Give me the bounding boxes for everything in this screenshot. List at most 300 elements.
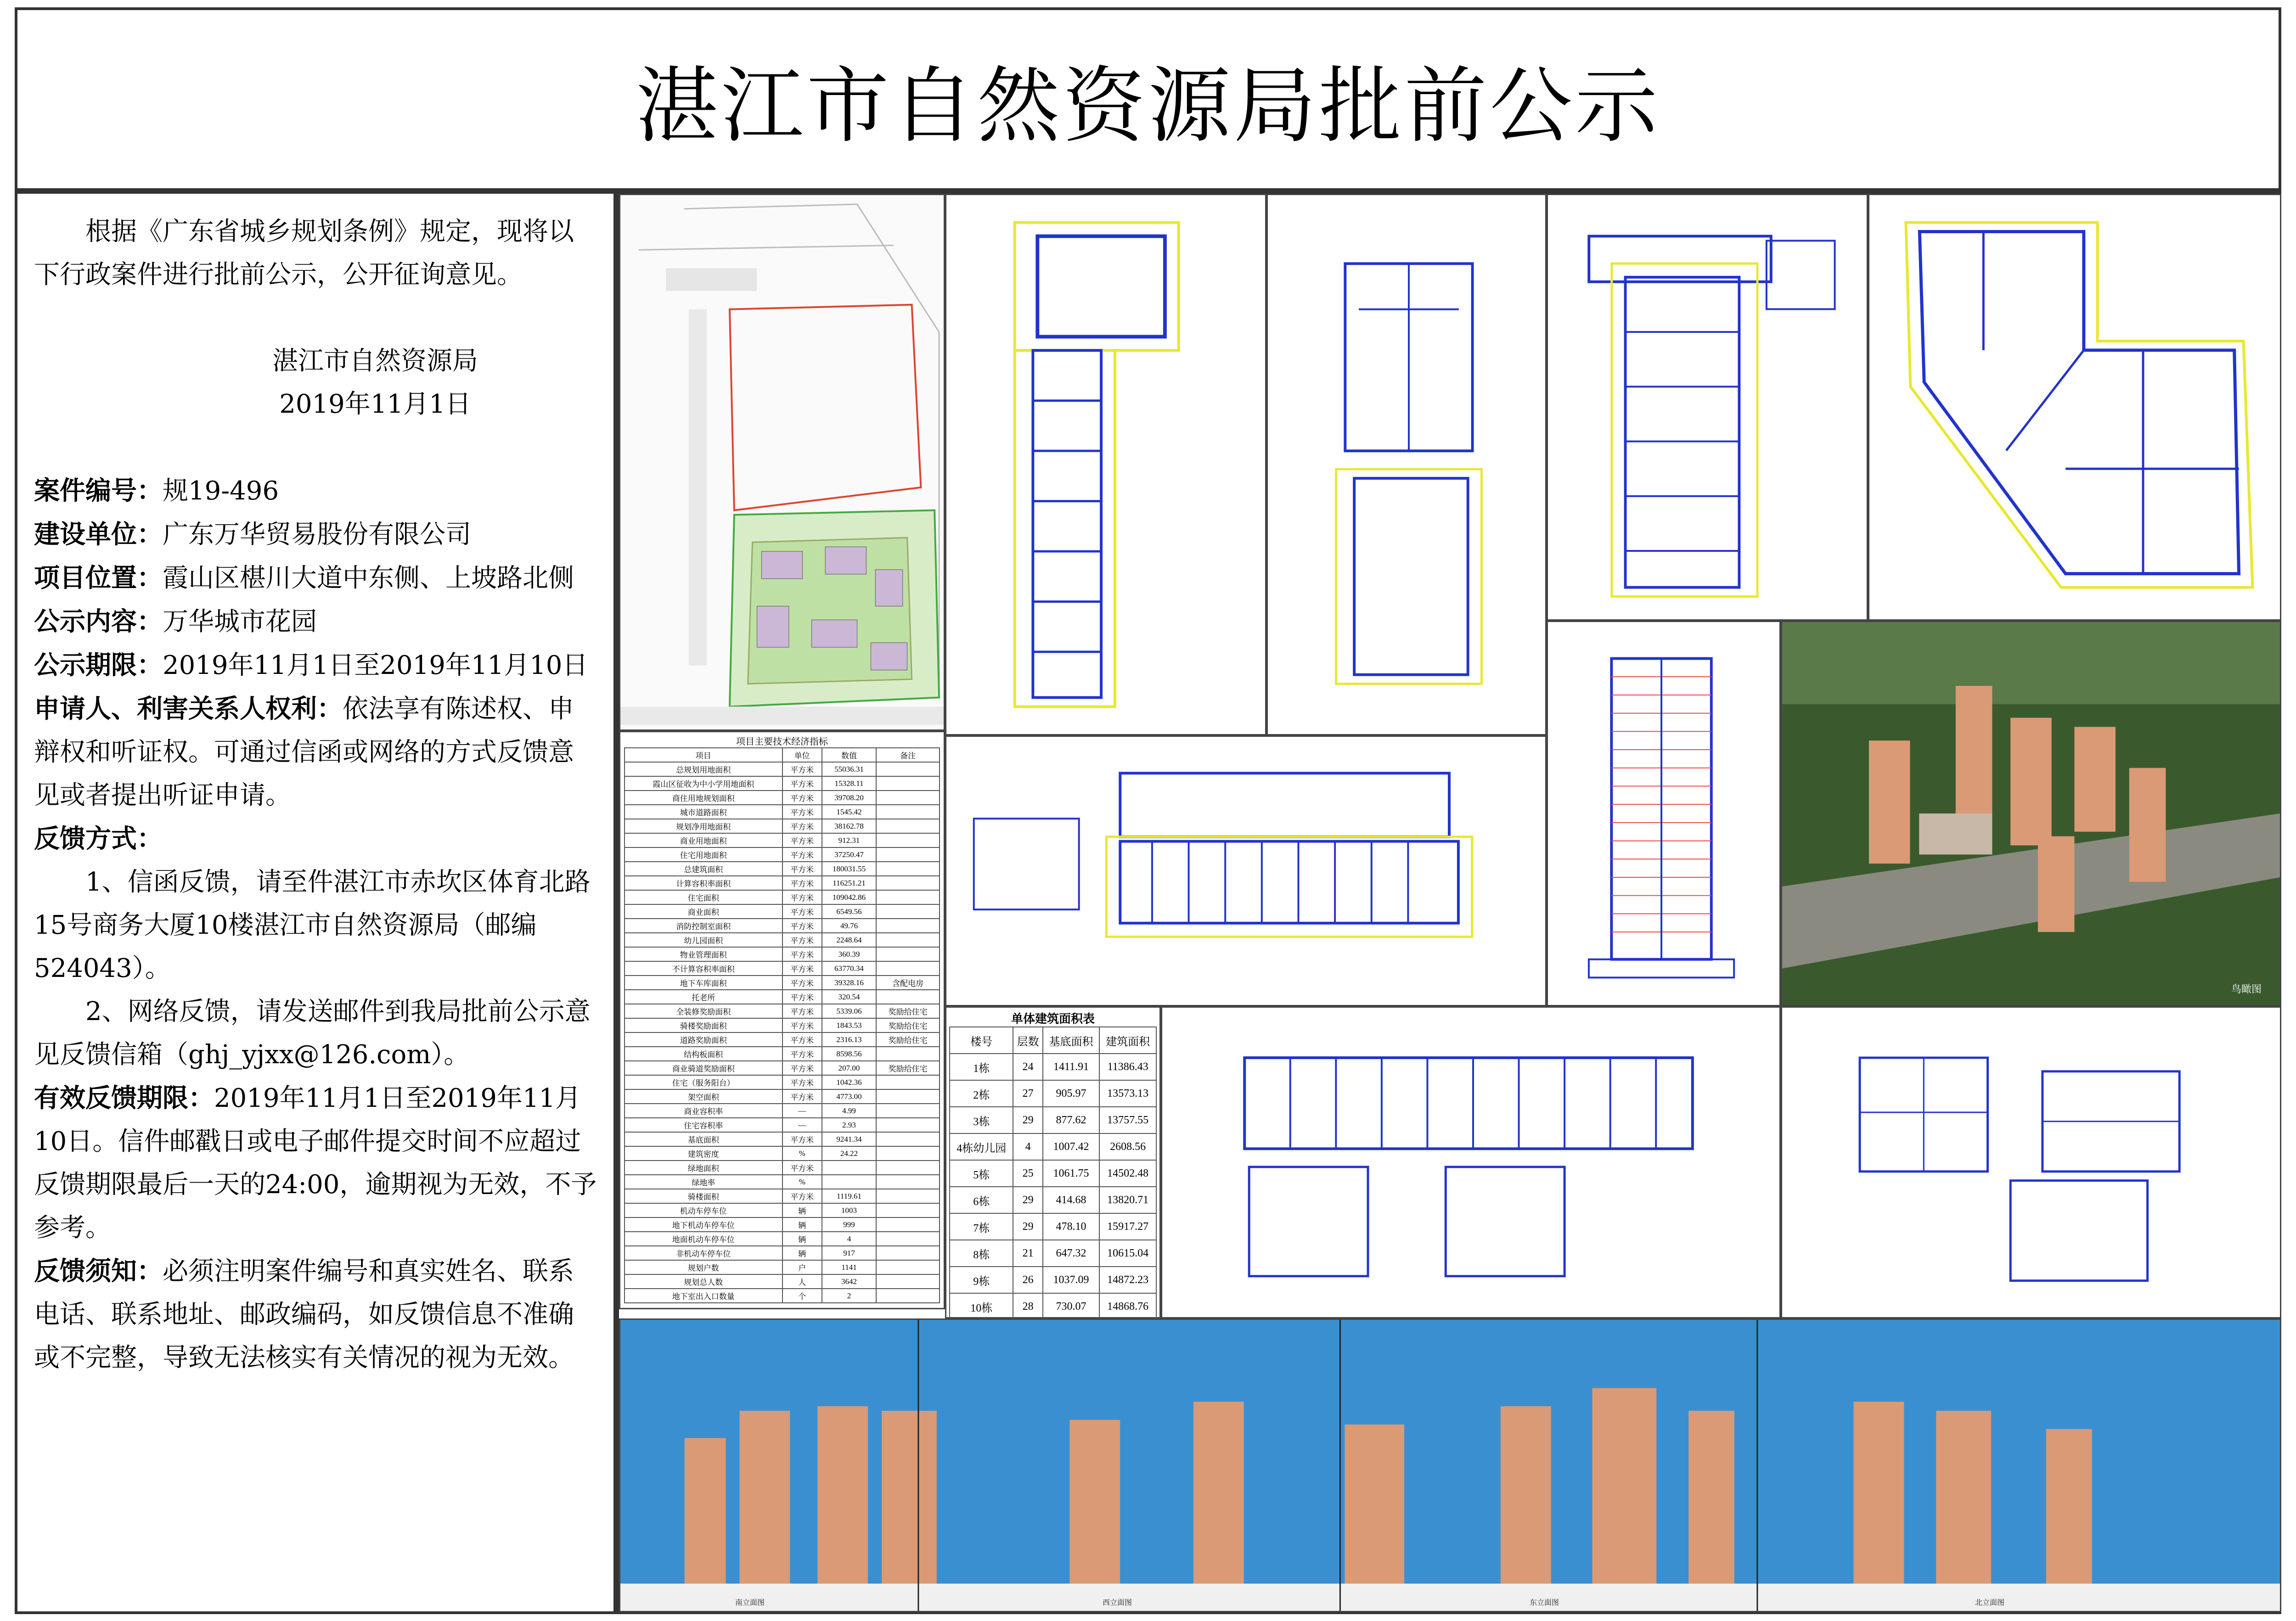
table-cell: 平方米	[782, 819, 822, 833]
tech-table-header	[625, 748, 940, 762]
table-cell	[876, 776, 940, 791]
table-row	[625, 1289, 940, 1303]
table-cell	[876, 833, 940, 847]
table-cell: 物业管理面积	[625, 947, 782, 961]
unit-table-header-cell: 建筑面积	[1099, 1027, 1156, 1054]
table-row	[625, 791, 940, 805]
table-cell: 917	[822, 1246, 876, 1260]
site-plan-drawing	[620, 195, 944, 729]
table-cell: 2248.64	[822, 933, 876, 947]
table-cell: 4	[1013, 1133, 1042, 1160]
table-cell: 63770.34	[822, 961, 876, 976]
table-cell: 地下室出入口数量	[625, 1289, 782, 1303]
table-cell: 城市道路面积	[625, 805, 782, 819]
table-cell: 奖励给住宅	[876, 1032, 940, 1047]
table-cell: 360.39	[822, 947, 876, 961]
table-cell: 3栋	[950, 1107, 1013, 1133]
table-cell: 平方米	[782, 791, 822, 805]
case-number-label: 案件编号：	[34, 476, 163, 506]
table-cell: 基底面积	[625, 1132, 782, 1146]
table-cell: 骑楼奖励面积	[625, 1018, 782, 1032]
table-cell: 辆	[782, 1246, 822, 1260]
table-cell: 21	[1013, 1240, 1042, 1267]
table-cell: 全装修奖励面积	[625, 1004, 782, 1018]
table-cell: 平方米	[782, 1018, 822, 1032]
table-cell: 29	[1013, 1187, 1042, 1213]
table-cell: 消防控制室面积	[625, 919, 782, 933]
content	[34, 600, 597, 644]
notes-label: 反馈须知：	[34, 1256, 163, 1286]
table-cell: 207.00	[822, 1061, 876, 1075]
table-row	[625, 762, 940, 776]
table-row	[625, 1246, 940, 1260]
table-cell: 49.76	[822, 919, 876, 933]
notice-issuer: 湛江市自然资源局	[272, 346, 478, 376]
unit-table-header-cell: 楼号	[950, 1027, 1013, 1054]
table-cell: 180031.55	[822, 862, 876, 876]
table-cell: 25	[1013, 1160, 1042, 1187]
table-row	[625, 776, 940, 791]
table-row	[625, 876, 940, 890]
table-cell: 道路奖励面积	[625, 1032, 782, 1047]
table-cell: 39328.16	[822, 976, 876, 990]
table-cell	[876, 1274, 940, 1289]
table-cell: 地下机动车停车位	[625, 1217, 782, 1232]
table-cell: 1037.09	[1043, 1267, 1100, 1293]
location	[34, 556, 597, 600]
table-row	[625, 1004, 940, 1018]
table-cell: 1栋	[950, 1054, 1013, 1080]
table-cell	[822, 1175, 876, 1189]
table-cell: 26	[1013, 1267, 1042, 1293]
table-cell: 912.31	[822, 833, 876, 847]
table-cell	[876, 904, 940, 919]
table-cell: 平方米	[782, 1089, 822, 1104]
table-cell: 平方米	[782, 1075, 822, 1089]
tech-table-body	[625, 762, 940, 1303]
location-value: 霞山区椹川大道中东侧、上坡路北侧	[163, 563, 574, 593]
table-cell: 28	[1013, 1293, 1042, 1320]
table-row	[625, 847, 940, 862]
table-row	[625, 805, 940, 819]
table-cell	[876, 791, 940, 805]
aerial-view-image	[1782, 622, 2280, 1005]
table-cell: 37250.47	[822, 847, 876, 862]
table-row	[625, 890, 940, 904]
rights-label: 申请人、利害关系人权利：	[34, 694, 343, 724]
table-row	[625, 1047, 940, 1061]
table-cell: 1141	[822, 1260, 876, 1274]
table-cell: 计算容积率面积	[625, 876, 782, 890]
table-cell: 住宅容积率	[625, 1118, 782, 1132]
table-row	[625, 1146, 940, 1161]
table-row	[625, 1217, 940, 1232]
table-cell: 户	[782, 1260, 822, 1274]
table-cell: 平方米	[782, 990, 822, 1004]
table-cell: 1061.75	[1043, 1160, 1100, 1187]
table-cell: 个	[782, 1289, 822, 1303]
table-cell: 霞山区征收为中小学用地面积	[625, 776, 782, 791]
floor-plan-3-drawing	[1548, 195, 1867, 619]
floor-plan-2-drawing	[1268, 195, 1545, 734]
period	[34, 644, 597, 687]
table-cell: 商业骑道奖励面积	[625, 1061, 782, 1075]
table-cell: 55036.31	[822, 762, 876, 776]
table-cell: 商业容积率	[625, 1104, 782, 1118]
table-cell: 架空面积	[625, 1089, 782, 1104]
table-cell	[876, 1175, 940, 1189]
table-cell: 320.54	[822, 990, 876, 1004]
table-row	[625, 961, 940, 976]
table-cell: 建筑密度	[625, 1146, 782, 1161]
table-cell: 5339.06	[822, 1004, 876, 1018]
notes	[34, 1250, 597, 1380]
table-cell	[876, 947, 940, 961]
table-cell: 平方米	[782, 919, 822, 933]
table-row	[625, 1075, 940, 1089]
table-cell: 平方米	[782, 1189, 822, 1203]
table-row	[950, 1107, 1156, 1133]
table-row	[625, 990, 940, 1004]
content-label: 公示内容：	[34, 606, 163, 637]
tech-table	[624, 747, 940, 1303]
table-cell	[876, 933, 940, 947]
table-cell	[876, 1161, 940, 1175]
builder-value: 广东万华贸易股份有限公司	[163, 520, 471, 550]
table-cell: 奖励给住宅	[876, 1018, 940, 1032]
table-cell	[876, 890, 940, 904]
table-cell: 2.93	[822, 1118, 876, 1132]
table-cell: 414.68	[1043, 1187, 1100, 1213]
table-cell: 4.99	[822, 1104, 876, 1118]
floor-plan-7-drawing	[1782, 1008, 2280, 1317]
table-cell: 奖励给住宅	[876, 1004, 940, 1018]
table-cell	[876, 961, 940, 976]
table-cell: 平方米	[782, 1161, 822, 1175]
table-cell	[876, 847, 940, 862]
table-row	[625, 919, 940, 933]
floor-plan-1	[945, 194, 1266, 735]
table-cell: 13757.55	[1099, 1107, 1156, 1133]
table-cell	[876, 1203, 940, 1217]
table-cell: 647.32	[1043, 1240, 1100, 1267]
table-row	[625, 1061, 940, 1075]
table-cell	[876, 1189, 940, 1203]
table-cell: 1003	[822, 1203, 876, 1217]
table-row	[625, 1274, 940, 1289]
table-cell: 平方米	[782, 961, 822, 976]
table-cell: 1042.36	[822, 1075, 876, 1089]
table-cell: 5栋	[950, 1160, 1013, 1187]
table-row	[950, 1160, 1156, 1187]
floor-plan-3	[1547, 194, 1868, 621]
table-cell	[876, 1246, 940, 1260]
table-cell: 平方米	[782, 876, 822, 890]
table-cell: 平方米	[782, 947, 822, 961]
table-cell: 877.62	[1043, 1107, 1100, 1133]
table-cell: 平方米	[782, 933, 822, 947]
tech-table-header-cell: 项目	[625, 748, 782, 762]
floor-plan-6	[1161, 1006, 1781, 1318]
table-cell: 商住用地规划面积	[625, 791, 782, 805]
unit-table-title: 单体建筑面积表	[1011, 1012, 1095, 1026]
table-cell: 辆	[782, 1217, 822, 1232]
builder-label: 建设单位：	[34, 519, 163, 550]
valid	[34, 1077, 597, 1250]
period-value: 2019年11月1日至2019年11月10日	[163, 651, 588, 680]
table-cell	[876, 1217, 940, 1232]
table-row	[950, 1213, 1156, 1240]
table-cell: 999	[822, 1217, 876, 1232]
table-cell: 平方米	[782, 833, 822, 847]
table-cell: 幼儿园面积	[625, 933, 782, 947]
table-row	[625, 947, 940, 961]
elevation-label-south: 南立面图	[735, 1599, 765, 1607]
table-cell: 8栋	[950, 1240, 1013, 1267]
table-cell: 不计算容积率面积	[625, 961, 782, 976]
elevations-drawing	[620, 1320, 2280, 1611]
table-cell: 11386.43	[1099, 1054, 1156, 1080]
table-cell: 结构板面积	[625, 1047, 782, 1061]
table-cell: 24	[1013, 1054, 1042, 1080]
table-cell: 辆	[782, 1203, 822, 1217]
table-cell: 总规划用地面积	[625, 762, 782, 776]
table-row	[625, 833, 940, 847]
table-row	[625, 1189, 940, 1203]
table-cell: 730.07	[1043, 1293, 1100, 1320]
table-cell: 2608.56	[1099, 1133, 1156, 1160]
table-cell: 29	[1013, 1213, 1042, 1240]
table-cell: %	[782, 1146, 822, 1161]
aerial-view	[1781, 621, 2281, 1006]
table-cell	[876, 862, 940, 876]
drawings-panel	[616, 191, 2281, 1614]
table-cell	[876, 1260, 940, 1274]
unit-table-header-cell: 层数	[1013, 1027, 1042, 1054]
table-row	[950, 1240, 1156, 1267]
table-row	[950, 1267, 1156, 1293]
table-cell: 1545.42	[822, 805, 876, 819]
table-cell: 绿地面积	[625, 1161, 782, 1175]
case-number-value: 规19-496	[163, 476, 279, 506]
table-row	[625, 1161, 940, 1175]
table-cell: 地下车库面积	[625, 976, 782, 990]
table-cell: 平方米	[782, 890, 822, 904]
unit-table-header-cell: 基底面积	[1043, 1027, 1100, 1054]
table-cell: 机动车停车位	[625, 1203, 782, 1217]
elevations-strip	[619, 1318, 2281, 1612]
table-cell: 39708.20	[822, 791, 876, 805]
table-cell: 1007.42	[1043, 1133, 1100, 1160]
table-cell: 规划户数	[625, 1260, 782, 1274]
table-cell: 平方米	[782, 1047, 822, 1061]
elevation-label-west: 西立面图	[1103, 1599, 1132, 1607]
table-row	[625, 1132, 940, 1146]
aerial-label: 鸟瞰图	[2231, 983, 2262, 995]
table-cell: 2栋	[950, 1080, 1013, 1107]
case-number	[34, 469, 597, 513]
table-cell: 人	[782, 1274, 822, 1289]
table-cell: 平方米	[782, 776, 822, 791]
table-cell: 骑楼面积	[625, 1189, 782, 1203]
tech-table-header-cell: 备注	[876, 748, 940, 762]
table-row	[625, 1032, 940, 1047]
table-cell: 商业面积	[625, 904, 782, 919]
table-row	[950, 1133, 1156, 1160]
table-cell: 平方米	[782, 1061, 822, 1075]
table-cell: 规划总人数	[625, 1274, 782, 1289]
floor-plan-2	[1266, 194, 1547, 735]
table-cell: 8598.56	[822, 1047, 876, 1061]
table-row	[625, 862, 940, 876]
table-cell: 109042.86	[822, 890, 876, 904]
table-cell: 总建筑面积	[625, 862, 782, 876]
page-title: 湛江市自然资源局批前公示	[635, 58, 1660, 154]
table-cell: 住宅面积	[625, 890, 782, 904]
table-cell	[876, 762, 940, 776]
table-cell: 1119.61	[822, 1189, 876, 1203]
table-row	[625, 1089, 940, 1104]
table-cell: 绿地率	[625, 1175, 782, 1189]
unit-table-body	[950, 1054, 1156, 1346]
table-cell: 15917.27	[1099, 1213, 1156, 1240]
table-cell: 14502.48	[1099, 1160, 1156, 1187]
table-cell: 13820.71	[1099, 1187, 1156, 1213]
site-plan	[619, 194, 945, 731]
table-cell: 116251.21	[822, 876, 876, 890]
table-cell: 24.22	[822, 1146, 876, 1161]
table-cell: %	[782, 1175, 822, 1189]
table-cell: 平方米	[782, 762, 822, 776]
table-cell	[876, 1104, 940, 1118]
valid-label: 有效反馈期限：	[34, 1083, 214, 1113]
table-cell: 4	[822, 1232, 876, 1246]
table-cell: 38162.78	[822, 819, 876, 833]
table-row	[625, 933, 940, 947]
table-row	[625, 976, 940, 990]
table-cell	[876, 1089, 940, 1104]
floor-plan-6-drawing	[1162, 1008, 1779, 1317]
unit-table-header	[950, 1027, 1156, 1054]
table-cell: —	[782, 1118, 822, 1132]
table-cell	[876, 919, 940, 933]
rights-value: 依法享有陈述权、申辩权和听证权。可通过信函或网络的方式反馈意见或者提出听证申请。	[34, 694, 574, 810]
table-cell: 27	[1013, 1080, 1042, 1107]
table-cell: 14872.23	[1099, 1267, 1156, 1293]
rights	[34, 687, 597, 817]
table-cell: 10栋	[950, 1293, 1013, 1320]
table-cell	[822, 1161, 876, 1175]
table-cell: 9栋	[950, 1267, 1013, 1293]
table-cell: 3642	[822, 1274, 876, 1289]
builder	[34, 513, 597, 556]
elevation-label-north: 北立面图	[1975, 1599, 2005, 1607]
table-cell: 平方米	[782, 1032, 822, 1047]
feedback	[34, 817, 597, 861]
unit-table	[949, 1026, 1157, 1347]
notice-date: 2019年11月1日	[279, 389, 471, 419]
table-cell: 4773.00	[822, 1089, 876, 1104]
table-cell	[876, 1289, 940, 1303]
table-cell: 13573.13	[1099, 1080, 1156, 1107]
feedback-email: 2、网络反馈，请发送邮件到我局批前公示意见反馈信箱（ghj_yjxx@126.com）。	[34, 997, 591, 1070]
table-cell: 辆	[782, 1232, 822, 1246]
table-cell: 平方米	[782, 976, 822, 990]
floor-plan-4	[1868, 194, 2281, 621]
table-cell: 住宅用地面积	[625, 847, 782, 862]
table-row	[625, 1018, 940, 1032]
tech-table-header-cell: 数值	[822, 748, 876, 762]
table-cell: 9241.34	[822, 1132, 876, 1146]
table-row	[625, 904, 940, 919]
table-row	[625, 819, 940, 833]
table-cell: 住宅（服务阳台）	[625, 1075, 782, 1089]
table-cell	[876, 1132, 940, 1146]
section-drawing	[1547, 621, 1781, 1006]
floor-plan-1-drawing	[946, 195, 1265, 734]
table-cell: —	[782, 1104, 822, 1118]
table-cell: 平方米	[782, 1132, 822, 1146]
table-cell: 平方米	[782, 847, 822, 862]
table-row	[625, 1118, 940, 1132]
table-cell: 905.97	[1043, 1080, 1100, 1107]
table-cell: 15328.11	[822, 776, 876, 791]
table-cell: 奖励给住宅	[876, 1061, 940, 1075]
table-cell: 1843.53	[822, 1018, 876, 1032]
notice-panel	[15, 191, 616, 1614]
tech-table-header-cell: 单位	[782, 748, 822, 762]
notes-value: 必须注明案件编号和真实姓名、联系电话、联系地址、邮政编码，如反馈信息不准确或不完整，导致无法核实有关情况的视为无效。	[34, 1256, 574, 1373]
table-row	[950, 1293, 1156, 1320]
table-cell: 平方米	[782, 805, 822, 819]
tech-table-cell	[619, 731, 945, 1309]
content-value: 万华城市花园	[163, 607, 317, 637]
table-cell: 规划净用地面积	[625, 819, 782, 833]
table-cell	[876, 1075, 940, 1089]
table-cell	[876, 1118, 940, 1132]
table-cell: 平方米	[782, 904, 822, 919]
tech-table-title: 项目主要技术经济指标	[736, 736, 828, 747]
location-label: 项目位置：	[34, 563, 163, 593]
table-row	[950, 1054, 1156, 1080]
period-label: 公示期限：	[34, 650, 163, 680]
table-cell: 平方米	[782, 1004, 822, 1018]
section-drawing-svg	[1548, 622, 1779, 1005]
table-row	[625, 1203, 940, 1217]
table-cell	[876, 819, 940, 833]
table-cell: 地面机动车停车位	[625, 1232, 782, 1246]
table-cell: 4栋幼儿园	[950, 1133, 1013, 1160]
table-cell: 2316.13	[822, 1032, 876, 1047]
table-row	[950, 1187, 1156, 1213]
floor-plan-5	[945, 735, 1547, 1006]
feedback-mail: 1、信函反馈，请至件湛江市赤坎区体育北路15号商务大厦10楼湛江市自然资源局（邮编524043）。	[34, 867, 591, 983]
table-cell: 1411.91	[1043, 1054, 1100, 1080]
table-row	[950, 1080, 1156, 1107]
elevation-label-east: 东立面图	[1530, 1599, 1559, 1607]
table-row	[625, 1260, 940, 1274]
table-cell: 平方米	[782, 862, 822, 876]
feedback-label: 反馈方式：	[34, 824, 163, 854]
table-cell: 14868.76	[1099, 1293, 1156, 1320]
floor-plan-7	[1781, 1006, 2281, 1318]
table-cell: 托老所	[625, 990, 782, 1004]
table-cell: 29	[1013, 1107, 1042, 1133]
table-row	[625, 1232, 940, 1246]
table-cell	[876, 805, 940, 819]
floor-plan-4-drawing	[1869, 195, 2280, 619]
table-cell: 478.10	[1043, 1213, 1100, 1240]
